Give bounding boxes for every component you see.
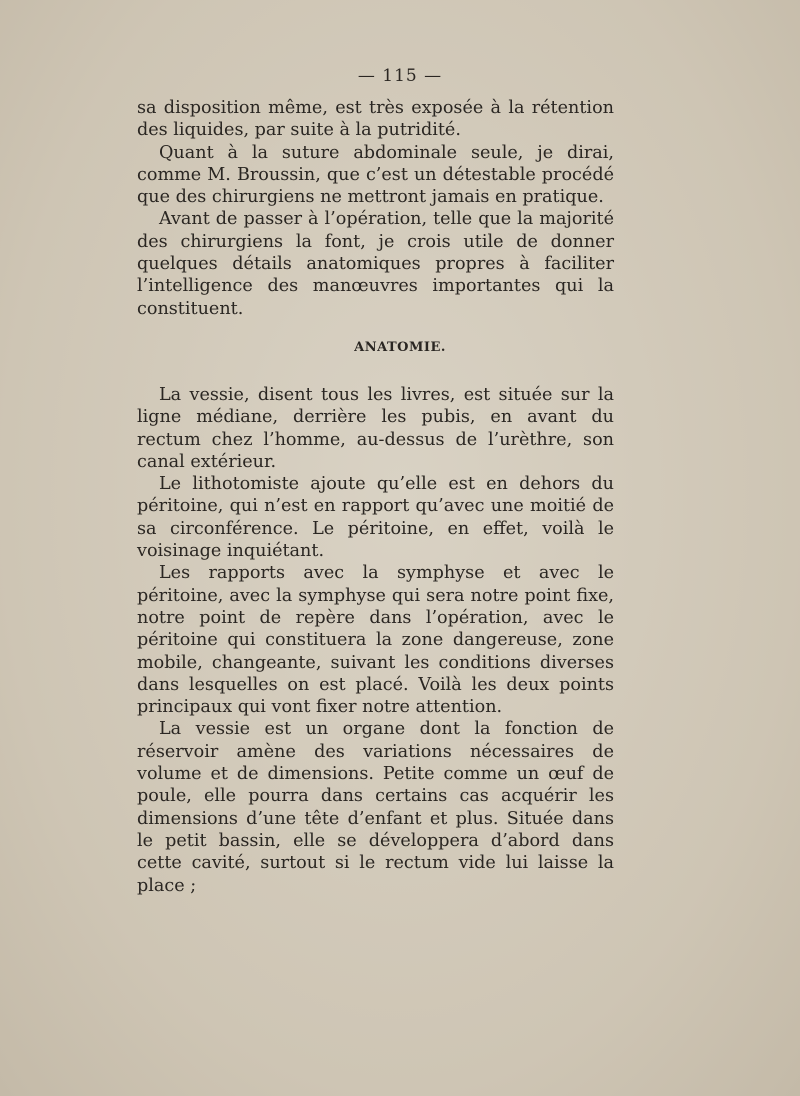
text-block-anatomie	[137, 384, 614, 897]
paragraph: La vessie, disent tous les livres, est située sur la ligne médiane, derrière les pubis, en avant du rectum chez l’homme, au-dessus de l’urèthre, son canal extérieur.	[137, 385, 614, 472]
text-block-top	[137, 97, 614, 320]
paragraph: Avant de passer à l’opération, telle que la majorité des chirurgiens la font, je crois utile de donner quelques détails anatomiques propres à faciliter l’intelligence des manœuvres importantes qui la constituent.	[137, 209, 614, 319]
paragraph: Quant à la suture abdominale seule, je dirai, comme M. Broussin, que c’est un détestable procédé que des chirurgiens ne mettront jamais en pratique.	[137, 142, 614, 208]
paragraph: Les rapports avec la symphyse et avec le péritoine, avec la symphyse qui sera notre point fixe, notre point de repère dans l’opération, avec le péritoine qui constituera la zone dangereuse, zone mobile, changeante, suivant les conditions diverses dans lesquelles on est placé. Voilà les deux points principaux qui vont fixer notre attention.	[137, 563, 614, 718]
paragraph: Le lithotomiste ajoute qu’elle est en dehors du péritoine, qui n’est en rapport qu’avec une moitié de sa circonférence. Le péritoine, en effet, voilà le voisinage inquiétant.	[137, 474, 614, 562]
section-heading: ANATOMIE.	[354, 340, 446, 355]
page-number: — 115 —	[357, 66, 443, 86]
paragraph: sa disposition même, est très exposée à la rétention des liquides, par suite à la putridité.	[137, 98, 614, 141]
paragraph: La vessie est un organe dont la fonction de réservoir amène des variations nécessaires de volume et de dimensions. Petite comme un œuf de poule, elle pourra dans certains cas acquérir les dimensions d’une tête d’enfant et plus. Située dans le petit bassin, elle se développera d’abord dans cette cavité, surtout si le rectum vide lui laisse la place ;	[137, 719, 614, 896]
